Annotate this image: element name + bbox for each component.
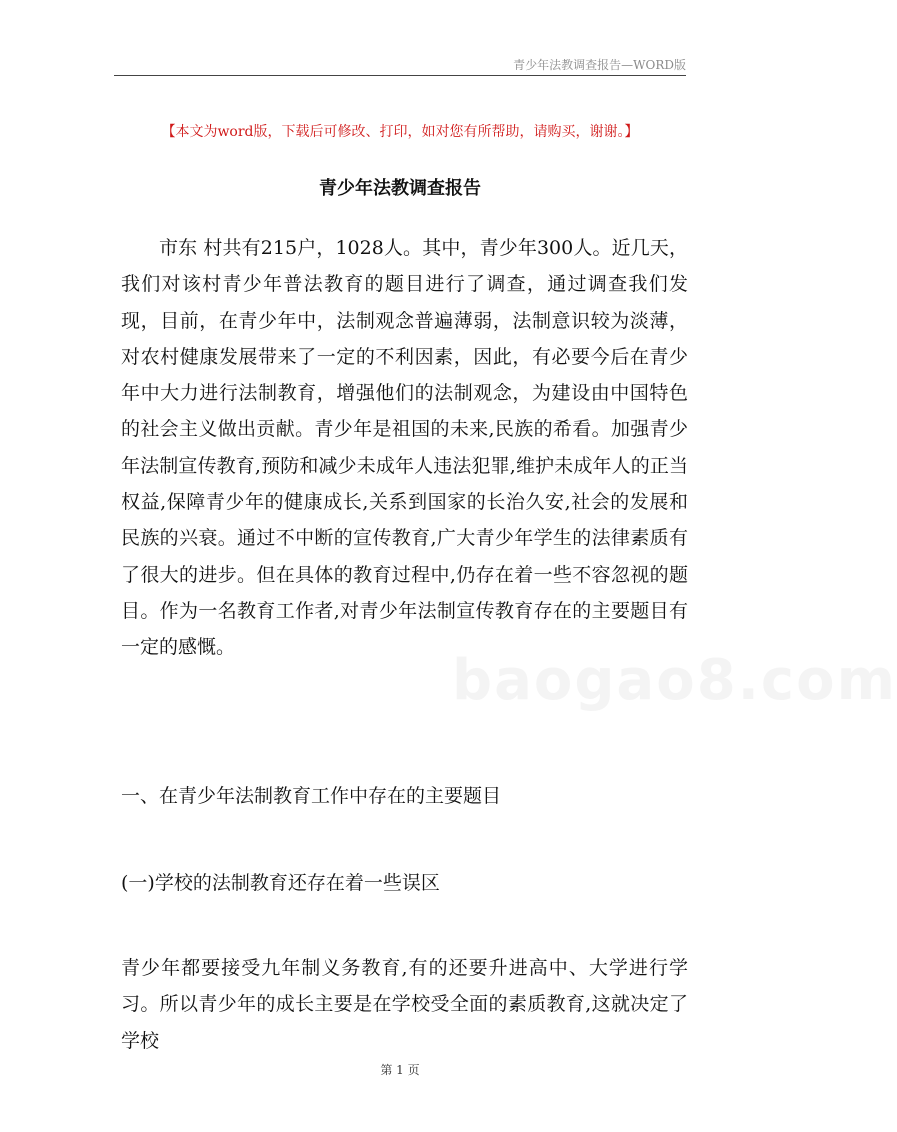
page-number: 第 1 页 — [380, 1063, 420, 1077]
subsection-heading: (一)学校的法制教育还存在着一些误区 — [121, 872, 440, 894]
watermark: baogao8.com — [452, 648, 897, 713]
document-title: 青少年法教调查报告 — [319, 178, 481, 199]
body-paragraph: 青少年都要接受九年制义务教育,有的还要升进高中、大学进行学习。所以青少年的成长主要是在学校受全面的素质教育,这就决定了学校 — [121, 957, 688, 1052]
header-divider — [114, 75, 686, 76]
header-title: 青少年法教调查报告—WORD版 — [513, 58, 686, 72]
section-heading: 一、在青少年法制教育工作中存在的主要题目 — [121, 785, 502, 807]
page-header — [114, 56, 686, 76]
download-notice: 【本文为word版，下载后可修改、打印，如对您有所帮助，请购买，谢谢。】 — [161, 124, 639, 140]
intro-paragraph: 市东 村共有215户，1028人。其中，青少年300人。近几天，我们对该村青少年普法教育的题目进行了调查，通过调查我们发现，目前，在青少年中，法制观念普遍薄弱，法制意识较为淡薄，对农村健康发展带来了一定的不利因素，因此，有必要今后在青少年中大力进行法制教育，增强他们的法制观念，为建设由中国特色的社会主义做出贡献。青少年是祖国的未来,民族的希看。加强青少年法制宣传教育,预防和减少未成年人违法犯罪,维护未成年人的正当权益,保障青少年的健康成长,关系到国家的长治久安,社会的发展和民族的兴衰。通过不中断的宣传教育,广大青少年学生的法律素质有了很大的进步。但在具体的教育过程中,仍存在着一些不容忽视的题目。作为一名教育工作者,对青少年法制宣传教育存在的主要题目有一定的感慨。 — [121, 237, 688, 659]
